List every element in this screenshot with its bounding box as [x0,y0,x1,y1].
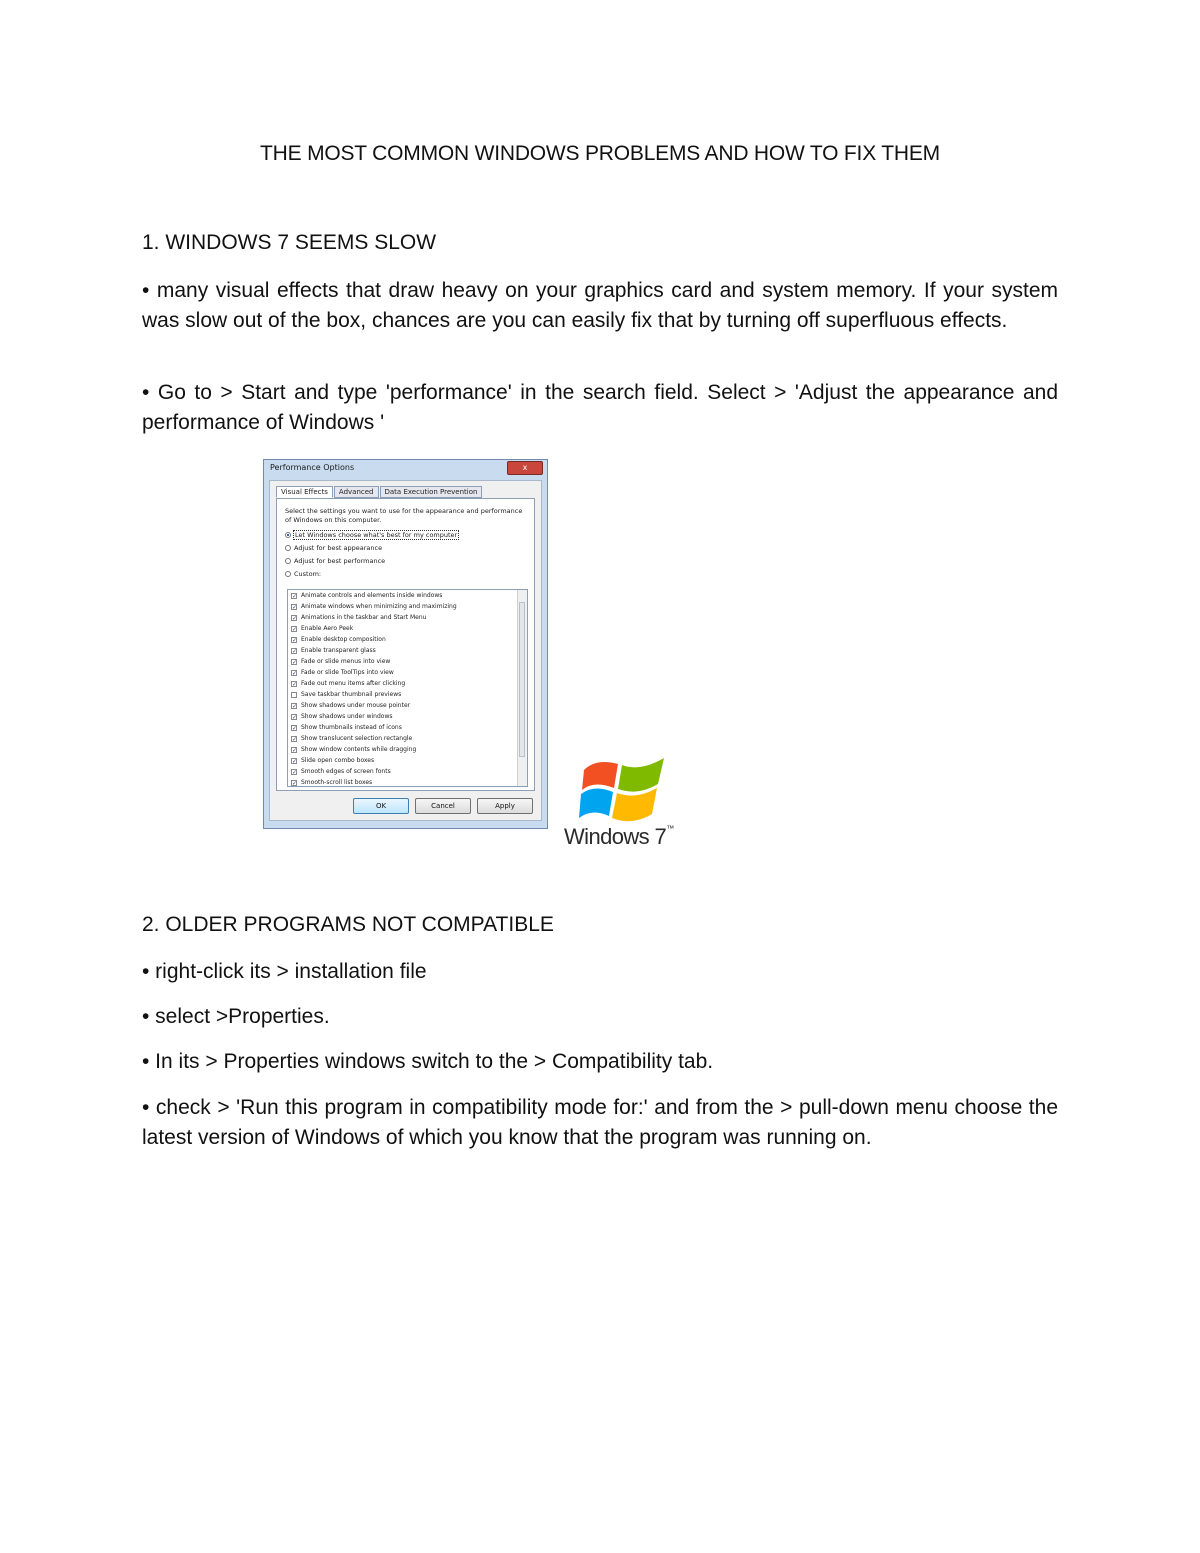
effect-label: Animations in the taskbar and Start Menu [301,614,427,621]
radio-label: Adjust for best performance [294,557,386,565]
effect-list-item [288,612,527,623]
radio-icon [285,545,291,551]
checkbox-icon: ✓ [292,658,298,666]
scrollbar [517,590,527,786]
radio-selected-icon [285,532,291,538]
page-title: THE MOST COMMON WINDOWS PROBLEMS AND HOW TO FIX THEM [260,142,940,165]
effect-label: Enable Aero Peek [301,625,354,632]
windows-7-wordmark [564,824,674,850]
checkbox-icon: ✓ [292,669,298,677]
effect-label: Show shadows under windows [301,713,393,720]
effect-label: Smooth-scroll list boxes [301,779,373,786]
effect-list-item [288,700,527,711]
effect-list-item [288,678,527,689]
close-icon: x [507,461,543,475]
effects-list-items [288,590,527,787]
effect-label: Animate windows when minimizing and maximizing [301,603,457,610]
dialog-title: Performance Options [270,463,355,472]
settings-description: Select the settings you want to use for the appearance and performance of Windows on this computer. [285,507,523,524]
checkbox-icon: ✓ [292,735,298,743]
radio-icon [285,558,291,564]
effect-label: Slide open combo boxes [301,757,375,764]
effect-label: Fade or slide ToolTips into view [301,669,394,676]
paragraph-select-properties: • select >Properties. [142,1005,330,1028]
radio-label: Adjust for best appearance [294,544,383,552]
ok-button: OK [353,798,409,814]
checkbox-icon: ✓ [292,636,298,644]
checkbox-icon: ✓ [292,647,298,655]
effect-list-item [288,590,527,601]
effect-list-item [288,733,527,744]
effect-list-item [288,656,527,667]
checkbox-icon: ✓ [292,724,298,732]
effect-label: Enable desktop composition [301,636,386,643]
effect-label: Save taskbar thumbnail previews [301,691,402,698]
windows-flag-icon [578,744,668,826]
effect-list-item [288,755,527,766]
dialog-tabs [276,486,483,498]
effect-list-item [288,711,527,722]
checkbox-icon: ✓ [292,680,298,688]
effect-list-item [288,623,527,634]
effect-list-item [288,601,527,612]
radio-label: Custom: [294,570,322,578]
performance-options-dialog-image [263,459,548,829]
effect-list-item [288,634,527,645]
effect-list-item [288,777,527,787]
effect-list-item [288,645,527,656]
checkbox-icon: ✓ [292,625,298,633]
effect-label: Show shadows under mouse pointer [301,702,411,709]
checkbox-icon: ✓ [292,757,298,765]
flag-blue-pane [579,788,613,818]
wordmark-text: Windows 7 [564,824,667,849]
trademark-symbol: ™ [666,824,674,833]
effect-label: Animate controls and elements inside windows [301,592,443,599]
radio-let-windows-choose [285,531,458,539]
effect-list-item [288,722,527,733]
effect-label: Show translucent selection rectangle [301,735,413,742]
effect-label: Fade or slide menus into view [301,658,391,665]
flag-yellow-pane [612,788,657,821]
checkbox-icon [291,692,297,698]
effect-list-item [288,744,527,755]
effects-list [287,589,528,787]
dialog-body [269,480,542,821]
tab-advanced: Advanced [334,486,379,498]
effect-list-item [288,766,527,777]
effect-label: Show thumbnails instead of icons [301,724,402,731]
scrollbar-thumb [519,602,525,757]
checkbox-icon: ✓ [292,603,298,611]
effect-label: Show window contents while dragging [301,746,417,753]
checkbox-icon: ✓ [292,746,298,754]
paragraph-right-click: • right-click its > installation file [142,960,427,983]
checkbox-icon: ✓ [292,592,298,600]
effect-list-item [288,667,527,678]
effect-list-item [288,689,527,700]
checkbox-icon: ✓ [292,768,298,776]
radio-best-appearance [285,544,382,552]
tab-data-execution-prevention: Data Execution Prevention [380,486,483,498]
cancel-button: Cancel [415,798,471,814]
section-heading-windows-slow: 1. WINDOWS 7 SEEMS SLOW [142,231,437,254]
radio-custom [285,570,321,578]
radio-label: Let Windows choose what's best for my computer [295,531,458,539]
radio-best-performance [285,557,385,565]
checkbox-icon: ✓ [292,779,298,787]
paragraph-visual-effects: • many visual effects that draw heavy on your graphics card and system memory. If your system was slow out of the box, chances are you can easily fix that by turning off superfluous effects. [142,279,1058,332]
checkbox-icon: ✓ [292,614,298,622]
radio-icon [285,571,291,577]
flag-red-pane [582,762,618,790]
tab-visual-effects: Visual Effects [276,486,333,498]
checkbox-icon: ✓ [292,713,298,721]
apply-button: Apply [477,798,533,814]
section-heading-older-programs: 2. OLDER PROGRAMS NOT COMPATIBLE [142,913,554,936]
paragraph-run-compatibility-mode: • check > 'Run this program in compatibility mode for:' and from the > pull-down menu choose the latest version of Windows of which you know that the program was running on. [142,1096,1058,1149]
visual-effects-panel [276,498,535,791]
flag-green-pane [618,758,664,792]
effect-label: Smooth edges of screen fonts [301,768,391,775]
dialog-buttons [353,798,533,814]
effect-label: Fade out menu items after clicking [301,680,406,687]
checkbox-icon: ✓ [292,702,298,710]
effect-label: Enable transparent glass [301,647,376,654]
paragraph-go-to-start: • Go to > Start and type 'performance' in the search field. Select > 'Adjust the appearance and performance of Windows ' [142,381,1058,434]
paragraph-compatibility-tab: • In its > Properties windows switch to the > Compatibility tab. [142,1050,714,1073]
